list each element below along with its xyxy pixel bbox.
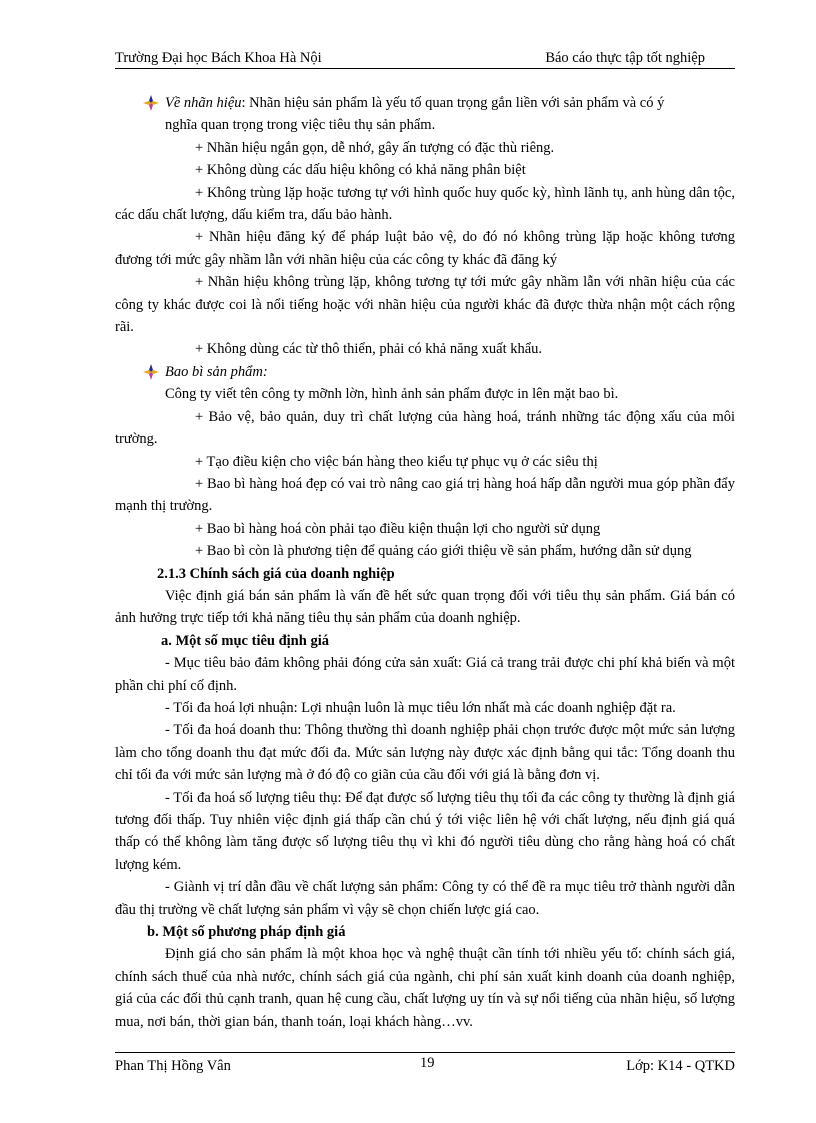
page-body <box>115 92 735 1033</box>
brand-item: + Không dùng các dấu hiệu không có khả năng phân biệt <box>195 162 526 179</box>
brand-item: + Không trùng lặp hoặc tương tự với hình quốc huy quốc kỳ, hình lãnh tụ, anh hùng dân tộc, các dấu chất lượng, dấu kiểm tra, dấu bảo hành. <box>115 184 735 224</box>
pricing-goal: - Mục tiêu bảo đảm không phải đóng cửa sản xuất: Giá cả trang trải được chi phí khả biến và một phần chi phí cố định. <box>115 655 735 694</box>
brand-item: + Không dùng các từ thô thiển, phải có khả năng xuất khẩu. <box>195 341 543 358</box>
packaging-item: + Bao bì còn là phương tiện để quảng cáo giới thiệu về sản phẩm, hướng dẫn sử dụng <box>195 543 692 560</box>
brand-intro-cont: nghĩa quan trọng trong việc tiêu thụ sản phẩm. <box>165 117 436 134</box>
packaging-item: + Bao bì hàng hoá đẹp có vai trò nâng cao giá trị hàng hoá hấp dẫn người mua góp phần đẩy mạnh thị trường. <box>115 475 735 515</box>
four-point-star-icon <box>143 364 159 380</box>
pricing-intro: Việc định giá bán sản phẩm là vấn đề hết sức quan trọng đối với tiêu thụ sản phẩm. Giá bán có ảnh hưởng trực tiếp tới khả năng tiêu thụ sản phẩm của doanh nghiệp. <box>115 587 735 627</box>
header-school: Trường Đại học Bách Khoa Hà Nội <box>115 50 322 66</box>
pricing-methods-intro: Định giá cho sản phẩm là một khoa học và nghệ thuật cần tính tới nhiều yếu tố: chính sách giá, chính sách thuế của nhà nước, chính sách giá của ngành, chi phí sản xuất kinh doanh của doanh nghiệp, giá của các đối thủ cạnh tranh, quan hệ cung cầu, chất lượng uy tín và sự nổi tiếng của nhãn hiệu, số lượng mua, nơi bán, thời gian bán, thanh toán, loại khách hàng…vv. <box>115 946 735 1030</box>
packaging-item: + Bảo vệ, bảo quản, duy trì chất lượng của hàng hoá, tránh những tác động xấu của môi trường. <box>115 408 735 448</box>
brand-item: + Nhãn hiệu không trùng lặp, không tương tự tới mức gây nhầm lẫn với nhãn hiệu của các công ty khác được coi là nổi tiếng hoặc với nhãn hiệu của người khác đã được thừa nhận một cách rộng rãi. <box>115 274 735 336</box>
subheading-a: a. Một số mục tiêu định giá <box>161 632 329 649</box>
packaging-intro: Công ty viết tên công ty mỡnh lờn, hình ảnh sản phẩm được in lên mặt bao bì. <box>165 386 619 403</box>
page-header <box>115 50 735 69</box>
footer-class: Lớp: K14 - QTKD <box>626 1058 735 1074</box>
brand-intro-text: : Nhãn hiệu sản phẩm là yếu tố quan trọng gắn liền với sản phẩm và có ý <box>241 95 665 111</box>
brand-item: + Nhãn hiệu đăng ký để pháp luật bảo vệ, do đó nó không trùng lặp hoặc không tương đương tới mức gây nhầm lẫn với nhãn hiệu của các công ty khác đã đăng ký <box>115 229 735 268</box>
pricing-goal: - Giành vị trí dẫn đầu về chất lượng sản phẩm: Công ty có thể đề ra mục tiêu trở thành người dẫn đầu thị trường về chất lượng sản phẩm vì vậy sẽ chọn chiến lược giá cao. <box>115 879 735 918</box>
footer-author: Phan Thị Hồng Vân <box>115 1058 231 1074</box>
page-footer <box>115 1052 735 1075</box>
pricing-goal: - Tối đa hoá lợi nhuận: Lợi nhuận luôn là mục tiêu lớn nhất mà các doanh nghiệp đặt ra. <box>165 699 676 716</box>
header-report-title: Báo cáo thực tập tốt nghiệp <box>545 50 705 66</box>
packaging-title-row <box>115 361 735 383</box>
subheading-b: b. Một số phương pháp định giá <box>147 924 346 941</box>
brand-title: Về nhãn hiệu <box>165 95 242 111</box>
brand-item: + Nhãn hiệu ngắn gọn, dễ nhớ, gây ấn tượng có đặc thù riêng. <box>195 139 555 156</box>
four-point-star-icon <box>143 95 159 111</box>
section-heading-2-1-3: 2.1.3 Chính sách giá của doanh nghiệp <box>157 565 395 582</box>
pricing-goal: - Tối đa hoá doanh thu: Thông thường thì doanh nghiệp phải chọn trước được một mức sản lượng làm cho tổng doanh thu đạt mức đối đa. Mức sản lượng này được xác định bằng qui tắc: Tổng doanh thu chỉ tối đa với mức sản lượng mà ở đó độ co giãn của cầu đối với giá là bằng đơn vị. <box>115 722 735 784</box>
brand-intro <box>115 92 735 114</box>
packaging-item: + Bao bì hàng hoá còn phải tạo điều kiện thuận lợi cho người sử dụng <box>195 520 601 537</box>
page-number: 19 <box>420 1055 435 1071</box>
pricing-goal: - Tối đa hoá số lượng tiêu thụ: Để đạt được số lượng tiêu thụ tối đa các công ty thường là định giá tương đối thấp. Tuy nhiên việc định giá thấp cần chú ý tới việc liên hệ với chất lượng, nếu định giá quá thấp có thể không làm tăng được số lượng tiêu thụ vì khi đó người tiêu dùng cho rằng hàng hoá có chất lượng kém. <box>115 789 735 873</box>
packaging-title: Bao bì sản phẩm: <box>165 363 268 380</box>
packaging-item: + Tạo điều kiện cho việc bán hàng theo kiểu tự phục vụ ở các siêu thị <box>195 453 598 470</box>
